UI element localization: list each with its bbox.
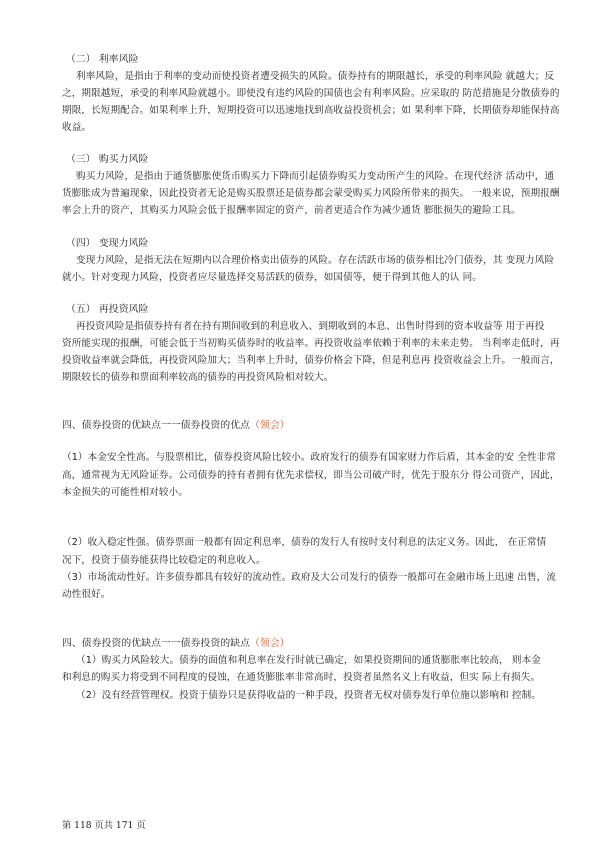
paragraph-line: 变现力风险，是指无法在短期内以合理价格卖出债券的风险。存在活跃市场的债券相比冷门债券，其 变现力风险 <box>76 255 555 266</box>
comprehend-tag: （领会） <box>250 638 290 649</box>
paragraph-line: 动性很好。 <box>62 589 111 600</box>
paragraph-line: （2）没有经营管理权。投资于债券只是获得收益的一种手段，投资者无权对债券发行单位施以影响和 控制。 <box>76 690 541 701</box>
heading-text: 四、债券投资的优缺点一一债券投资的优点 <box>62 420 251 431</box>
paragraph-line: （1）本金安全性高。与股票相比，债券投资风险比较小。政府发行的债券有国家财力作后盾，其本金的安 全性非常 <box>62 452 557 463</box>
paragraph-line: 货膨胀成为普遍现象，因此投资者无论是购买股票还是债券都会蒙受购买力风险所带来的损失。 一般来说，预期报酬 <box>62 188 560 199</box>
section-heading-liquidity-risk: （四） 变现力风险 <box>66 238 149 249</box>
section-heading-purchasing-power-risk: （三） 购买力风险 <box>66 154 149 165</box>
paragraph-line: 本金损失的可能性相对较小。 <box>62 487 189 498</box>
paragraph-line: 况下，投资于债券能获得比较稳定的利息收入。 <box>62 555 266 566</box>
paragraph-line: 之，期限越短，承受的利率风险就越小。即使没有违约风险的国债也会有利率风险。应采取的 防范措施是分散债券的 <box>62 88 560 99</box>
paragraph-line: 高，通常视为无风险证券。公司债券的持有者拥有优先求偿权，即当公司破产时，优先于股东分 得公司资产，因此， <box>62 470 560 481</box>
paragraph-line: 和利息的购买力将受到不同程度的侵蚀，在通货膨胀率非常高时，投资者虽然名义上有收益，但实 际上有损失。 <box>62 672 541 683</box>
section-heading-disadvantages <box>62 638 290 650</box>
paragraph-line: （1）购买力风险较大。债券的面值和利息率在发行时就已确定，如果投资期间的通货膨胀率比较高， 则本金 <box>76 655 541 666</box>
comprehend-tag: （领会） <box>250 420 290 431</box>
heading-text: 四、债券投资的优缺点一一债券投资的缺点 <box>62 638 251 649</box>
paragraph-line: 率会上升的资产，其购买力风险会低于报酬率固定的资产，前者更适合作为减少通货 膨胀损失的避险工具。 <box>62 205 521 216</box>
paragraph-line: 期限，长短期配合。如果利率上升，短期投资可以迅速地找到高收益投资机会；如 果利率下降，长期债券却能保持高 <box>62 105 560 116</box>
section-heading-advantages <box>62 420 290 432</box>
paragraph-line: 购买力风险，是指由于通货膨胀使货币购买力下降而引起债券购买力变动所产生的风险。在现代经济 活动中，通 <box>76 171 555 182</box>
paragraph-line: 期限较长的债券和票面利率较高的债券的再投资风险相对较大。 <box>62 372 334 383</box>
section-heading-interest-rate-risk: （二） 利率风险 <box>66 54 139 65</box>
page-number-footer: 第 118 页共 171 页 <box>62 820 146 831</box>
paragraph-line: 再投资风险是指债券持有者在持有期间收到的利息收入、到期收到的本息、出售时得到的资本收益等 用于再投 <box>76 321 545 332</box>
section-heading-reinvestment-risk: （五） 再投资风险 <box>66 304 149 315</box>
paragraph-line: 投资收益率就会降低，再投资风险加大；当利率上升时，债券价格会下降，但是利息再 投资收益会上升。一般而言， <box>62 355 560 366</box>
paragraph-line: （3）市场流动性好。许多债券都具有较好的流动性。政府及大公司发行的债券一般都可在金融市场上迅速 出售，流 <box>62 572 557 583</box>
paragraph-line: 就小。针对变现力风险，投资者应尽量选择交易活跃的债券，如国债等，便于得到其他人的认 同。 <box>62 272 482 283</box>
paragraph-line: 利率风险，是指由于利率的变动而使投资者遭受损失的风险。债券持有的期限越长，承受的利率风险 就越大；反 <box>76 71 555 82</box>
paragraph-line: 收益。 <box>62 122 92 133</box>
paragraph-line: （2）收入稳定性强。债券票面一般都有固定利息率，债券的发行人有按时支付利息的法定义务。因此， 在正常情 <box>62 537 547 548</box>
paragraph-line: 资所能实现的报酬，可能会低于当初购买债券时的收益率。再投资收益率依赖于利率的未来走势。 当利率走低时，再 <box>62 338 560 349</box>
